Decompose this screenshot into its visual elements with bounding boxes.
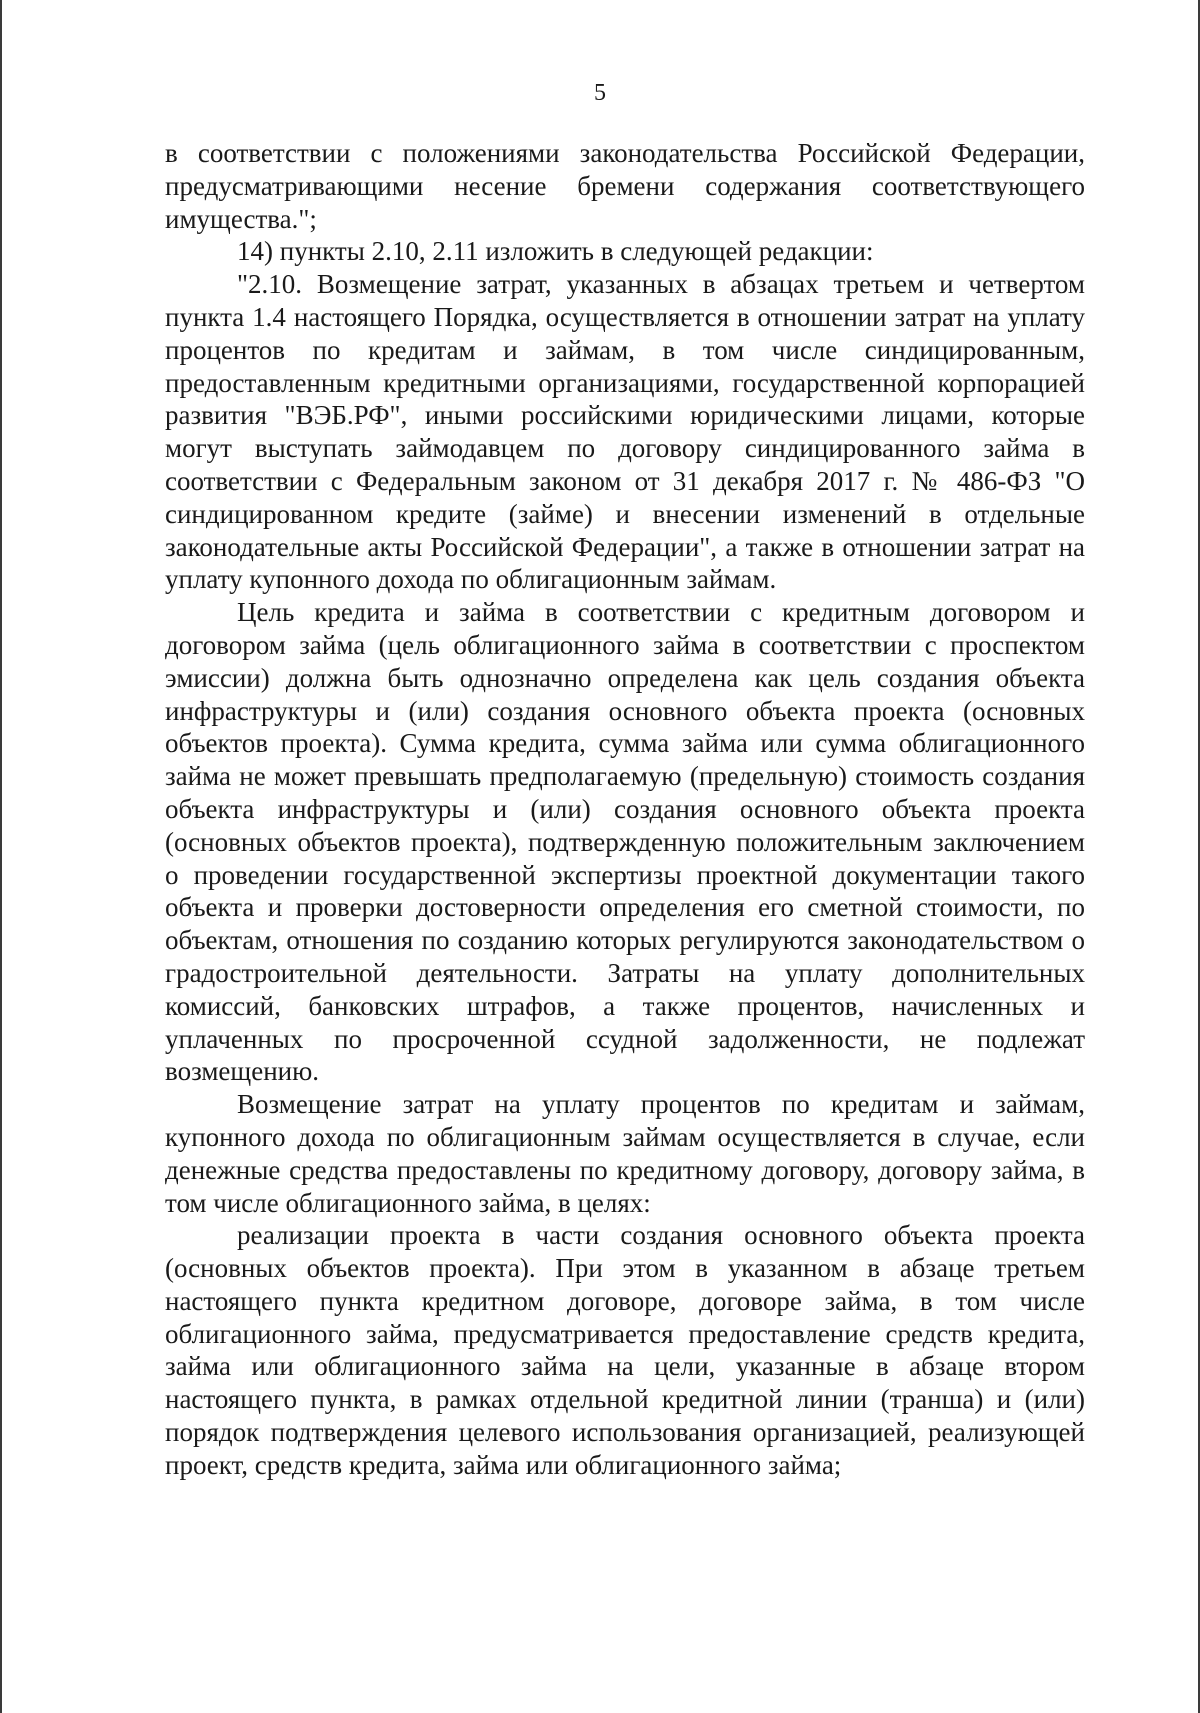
paragraph-clause-2-10: "2.10. Возмещение затрат, указанных в абзацах третьем и четвертом пункта 1.4 настоящего Порядка, осуществляется в отношении затрат на уплату процентов по кредитам и займам, в том числе синдицированным, предоставленным кредитными организациями, государственной корпорацией развития "ВЭБ.РФ", иными российскими юридическими лицами, которые могут выступать займодавцем по договору синдицированного займа в соответствии с Федеральным законом от 31 декабря 2017 г. № 486-ФЗ "О синдицированном кредите (займе) и внесении изменений в отдельные законодательные акты Российской Федерации", а также в отношении затрат на уплату купонного дохода по облигационным займам. <box>165 269 1085 595</box>
paragraph-credit-purpose: Цель кредита и займа в соответствии с кредитным договором и договором займа (цель облигационного займа в соответствии с проспектом эмиссии) должна быть однозначно определена как цель создания объекта инфраструктуры и (или) создания основного объекта проекта (основных объектов проекта). Сумма кредита, сумма займа или сумма облигационного займа не может превышать предполагаемую (предельную) стоимость создания объекта инфраструктуры и (или) создания основного объекта проекта (основных объектов проекта), подтвержденную положительным заключением о проведении государственной экспертизы проектной документации такого объекта и проверки достоверности определения его сметной стоимости, по объектам, отношения по созданию которых регулируются законодательством о градостроительной деятельности. Затраты на уплату дополнительных комиссий, банковских штрафов, а также процентов, начисленных и уплаченных по просроченной ссудной задолженности, не подлежат возмещению. <box>165 597 1085 1087</box>
document-body <box>165 137 1085 1482</box>
scan-left-edge <box>0 0 2 1713</box>
paragraph-project-implementation: реализации проекта в части создания основного объекта проекта (основных объектов проекта). При этом в указанном в абзаце третьем настоящего пункта кредитном договоре, договоре займа, в том числе облигационного займа, предусматривается предоставление средств кредита, займа или облигационного займа на цели, указанные в абзаце втором настоящего пункта, в рамках отдельной кредитной линии (транша) и (или) порядок подтверждения целевого использования организацией, реализующей проект, средств кредита, займа или облигационного займа; <box>165 1220 1085 1480</box>
paragraph-item-14: 14) пункты 2.10, 2.11 изложить в следующей редакции: <box>237 236 874 267</box>
page-number: 5 <box>594 80 606 106</box>
paragraph-continuation: в соответствии с положениями законодательства Российской Федерации, предусматривающими несение бремени содержания соответствующего имущества."; <box>165 138 1085 234</box>
paragraph-reimbursement-conditions: Возмещение затрат на уплату процентов по кредитам и займам, купонного дохода по облигационным займам осуществляется в случае, если денежные средства предоставлены по кредитному договору, договору займа, в том числе облигационного займа, в целях: <box>165 1089 1085 1218</box>
